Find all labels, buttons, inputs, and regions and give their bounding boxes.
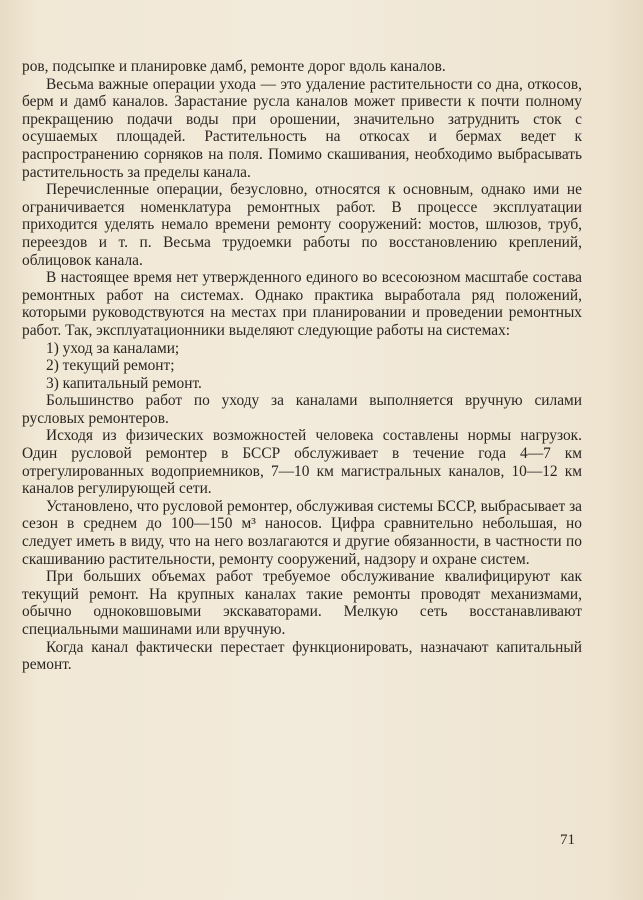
- list-item-canal-care: 1) уход за каналами;: [46, 339, 180, 357]
- list-item-current-repair: 2) текущий ремонт;: [46, 357, 175, 375]
- list-item-capital-repair: 3) капитальный ремонт.: [46, 374, 202, 392]
- page-number: 71: [560, 832, 575, 848]
- paragraph-work-composition: В настоящее время нет утвержденного единого во всесоюзном масштабе состава ремонтных работ на системах. Однако практика выработала ряд положений, которыми руководствуются на местах при планировании и проведении ремонтных работ. Так, эксплуатационники выделяют следующие работы на системах:: [22, 269, 582, 339]
- page-text: [22, 58, 582, 674]
- paragraph-load-norms: Исходя из физических возможностей человека составлены нормы нагрузок. Один русловой ремонтер в БССР обслуживает в течение года 4—7 км отрегулированных водоприемников, 7—10 км магистральных каналов, 10—12 км каналов регулирующей сети.: [22, 427, 582, 498]
- paragraph-current-repair: При больших объемах работ требуемое обслуживание квалифицируют как текущий ремонт. На крупных каналах такие ремонты проводят механизмами, обычно одноковшовыми экскаваторами. Мелкую сеть восстанавливают специальными машинами или вручную.: [22, 568, 582, 638]
- paragraph-capital-repair: Когда канал фактически перестает функционировать, назначают капитальный ремонт.: [22, 638, 582, 674]
- paragraph-sediment: Установлено, что русловой ремонтер, обслуживая системы БССР, выбрасывает за сезон в среднем до 100—150 м³ наносов. Цифра сравнительно небольшая, но следует иметь в виду, что на него возлагаются и другие обязанности, в частности по скашиванию растительности, ремонту сооружений, надзору и охране систем.: [22, 497, 582, 568]
- paragraph-vegetation: Весьма важные операции ухода — это удаление растительности со дна, откосов, берм и дамб каналов. Зарастание русла каналов может привести к почти полному прекращению подачи воды при орошении, значительно затруднить сток с осушаемых площадей. Растительность на откосах и бермах ведет к распространению сорняков на поля. Помимо скашивания, необходимо выбрасывать растительность за пределы канала.: [22, 75, 582, 181]
- paragraph-continuation: ров, подсыпке и планировке дамб, ремонте дорог вдоль каналов.: [22, 58, 446, 75]
- paragraph-manual-work: Большинство работ по уходу за каналами выполняется вручную силами русловых ремонтеров.: [22, 392, 582, 427]
- paragraph-repair-works: Перечисленные операции, безусловно, относятся к основным, однако ими не ограничивается номенклатура ремонтных работ. В процессе эксплуатации приходится уделять немало времени ремонту сооружений: мостов, шлюзов, труб, переездов и т. п. Весьма трудоемки работы по восстановлению креплений, облицовок канала.: [22, 181, 582, 269]
